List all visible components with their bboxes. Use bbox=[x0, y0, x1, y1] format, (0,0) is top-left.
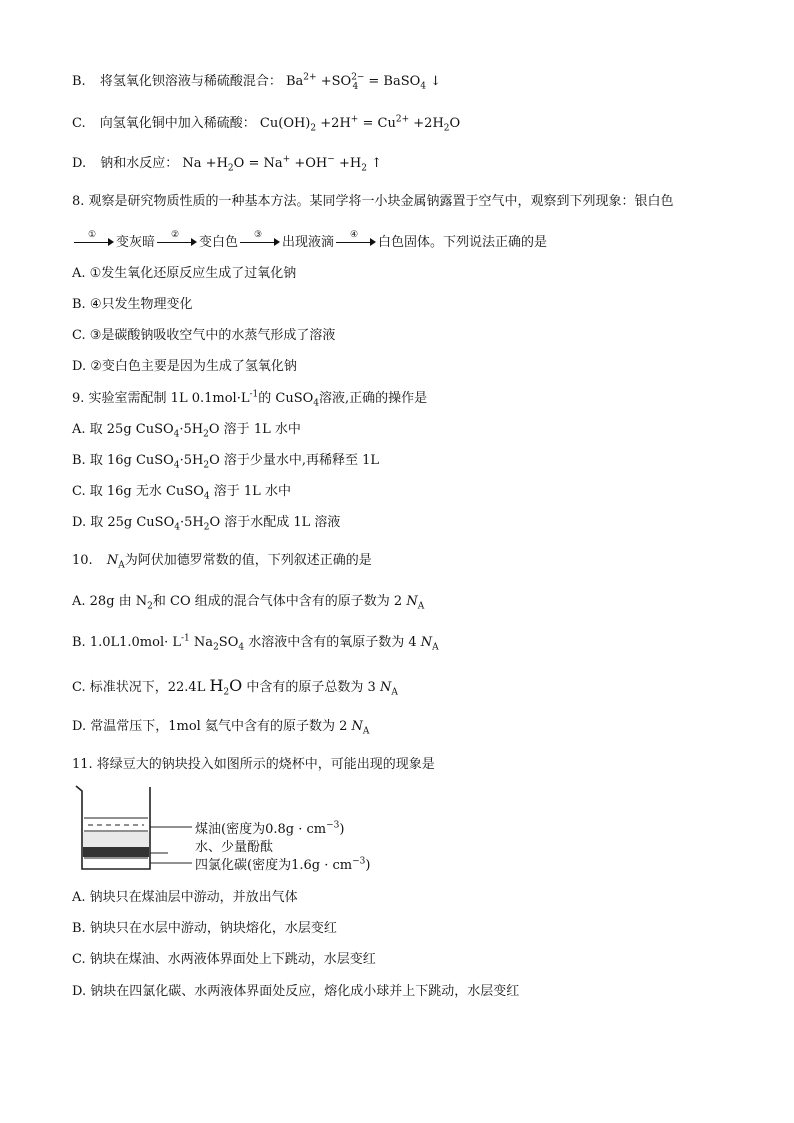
q8-option-d: D. ②变白色主要是因为生成了氢氧化钠 bbox=[72, 359, 297, 374]
q11-option-c: C. 钠块在煤油、水两液体界面处上下跳动，水层变红 bbox=[72, 952, 376, 967]
q11-option-b: B. 钠块只在水层中游动，钠块熔化，水层变红 bbox=[72, 921, 337, 936]
q8-option-b: B. ④只发生物理变化 bbox=[72, 297, 193, 312]
q10-stem: 10. $N_A$为阿伏加德罗常数的值，下列叙述正确的是 bbox=[72, 553, 372, 571]
q8-reaction-chain: ① 变灰暗 ② 变白色 ③ 出现液滴 ④ 白色固体。下列说法正确的是 bbox=[72, 228, 547, 252]
precipitate-arrow: ↓ bbox=[430, 74, 442, 89]
q8-option-c: C. ③是碳酸钠吸收空气中的水蒸气形成了溶液 bbox=[72, 328, 336, 343]
q8-option-a: A. ①发生氧化还原反应生成了过氧化钠 bbox=[72, 266, 297, 281]
equation: $Ba^{2+} +SO^{2-}_4$ = BaSO$_4$ ↓ bbox=[285, 72, 442, 92]
q9-option-a: A. 取 25g $CuSO_4\cdot 5H_2O$ 溶于 1L 水中 bbox=[72, 422, 301, 440]
q10-option-b: B. $1.0L1.0mol\cdot L^{-1}$ $Na_2SO_4$ 水溶液中含有的氧原子数为 4 $N_A$ bbox=[72, 633, 439, 653]
q7-option-d: D. 钠和水反应： $Na +H_2O = Na^+ +OH^- +H_2$ ↑ bbox=[72, 154, 382, 174]
q9-option-b: B. 取 16g $CuSO_4\cdot 5H_2O$ 溶于少量水中,再稀释至 1L bbox=[72, 453, 380, 471]
option-label: B. bbox=[72, 74, 86, 89]
q9-stem: 9. 实验室需配制 1L $0.1mol\cdot L^{-1}$的 CuSO$_4$溶液,正确的操作是 bbox=[72, 389, 428, 409]
label-ccl4: 四氯化碳(密度为$1.6g \cdot cm^{-3}$) bbox=[195, 856, 371, 873]
arrow-2: ② bbox=[157, 231, 197, 249]
option-text: 将氢氧化钡溶液与稀硫酸混合： bbox=[99, 74, 282, 89]
q11-stem: 11. 将绿豆大的钠块投入如图所示的烧杯中，可能出现的现象是 bbox=[72, 757, 435, 772]
label-kerosene: 煤油(密度为$0.8g \cdot cm^{-3}$) bbox=[195, 820, 345, 837]
label-water: 水、少量酚酞 bbox=[195, 840, 274, 855]
q8-stem: 8. 观察是研究物质性质的一种基本方法。某同学将一小块金属钠露置于空气中，观察到下列现象：银白色 bbox=[72, 194, 674, 209]
q10-option-d: D. 常温常压下，1mol 氦气中含有的原子数为 2 $N_A$ bbox=[72, 719, 370, 737]
q10-option-a: A. 28g 由 $N_2$和 CO 组成的混合气体中含有的原子数为 2 $N_A$ bbox=[72, 594, 425, 612]
q7-option-b bbox=[72, 73, 441, 91]
q11-option-d: D. 钠块在四氯化碳、水两液体界面处反应，熔化成小球并上下跳动，水层变红 bbox=[72, 984, 520, 999]
q10-option-c: C. 标准状况下，22.4L $H_2O$ 中含有的原子总数为 3 $N_A$ bbox=[72, 676, 398, 698]
q9-option-c: C. 取 16g 无水 CuSO$_4$ 溶于 1L 水中 bbox=[72, 484, 291, 502]
arrow-1: ① bbox=[74, 231, 114, 249]
q7-option-c: C. 向氢氧化铜中加入稀硫酸： $Cu(OH)_2 +2H^+ = Cu^{2+} +2H_2O$ bbox=[72, 114, 461, 134]
beaker-diagram bbox=[72, 783, 412, 875]
arrow-3: ③ bbox=[240, 231, 280, 249]
beaker-drawing bbox=[72, 783, 192, 875]
gas-arrow: ↑ bbox=[371, 156, 382, 171]
arrow-4: ④ bbox=[336, 231, 376, 249]
q11-option-a: A. 钠块只在煤油层中游动，并放出气体 bbox=[72, 890, 298, 905]
q9-option-d: D. 取 25g $CuSO_4\cdot 5H_2O$ 溶于水配成 1L 溶液 bbox=[72, 515, 341, 533]
equation: $Na +H_2O = Na^+ +OH^- +H_2$ ↑ bbox=[182, 154, 382, 174]
equation: $Cu(OH)_2 +2H^+ = Cu^{2+} +2H_2O$ bbox=[259, 114, 461, 134]
